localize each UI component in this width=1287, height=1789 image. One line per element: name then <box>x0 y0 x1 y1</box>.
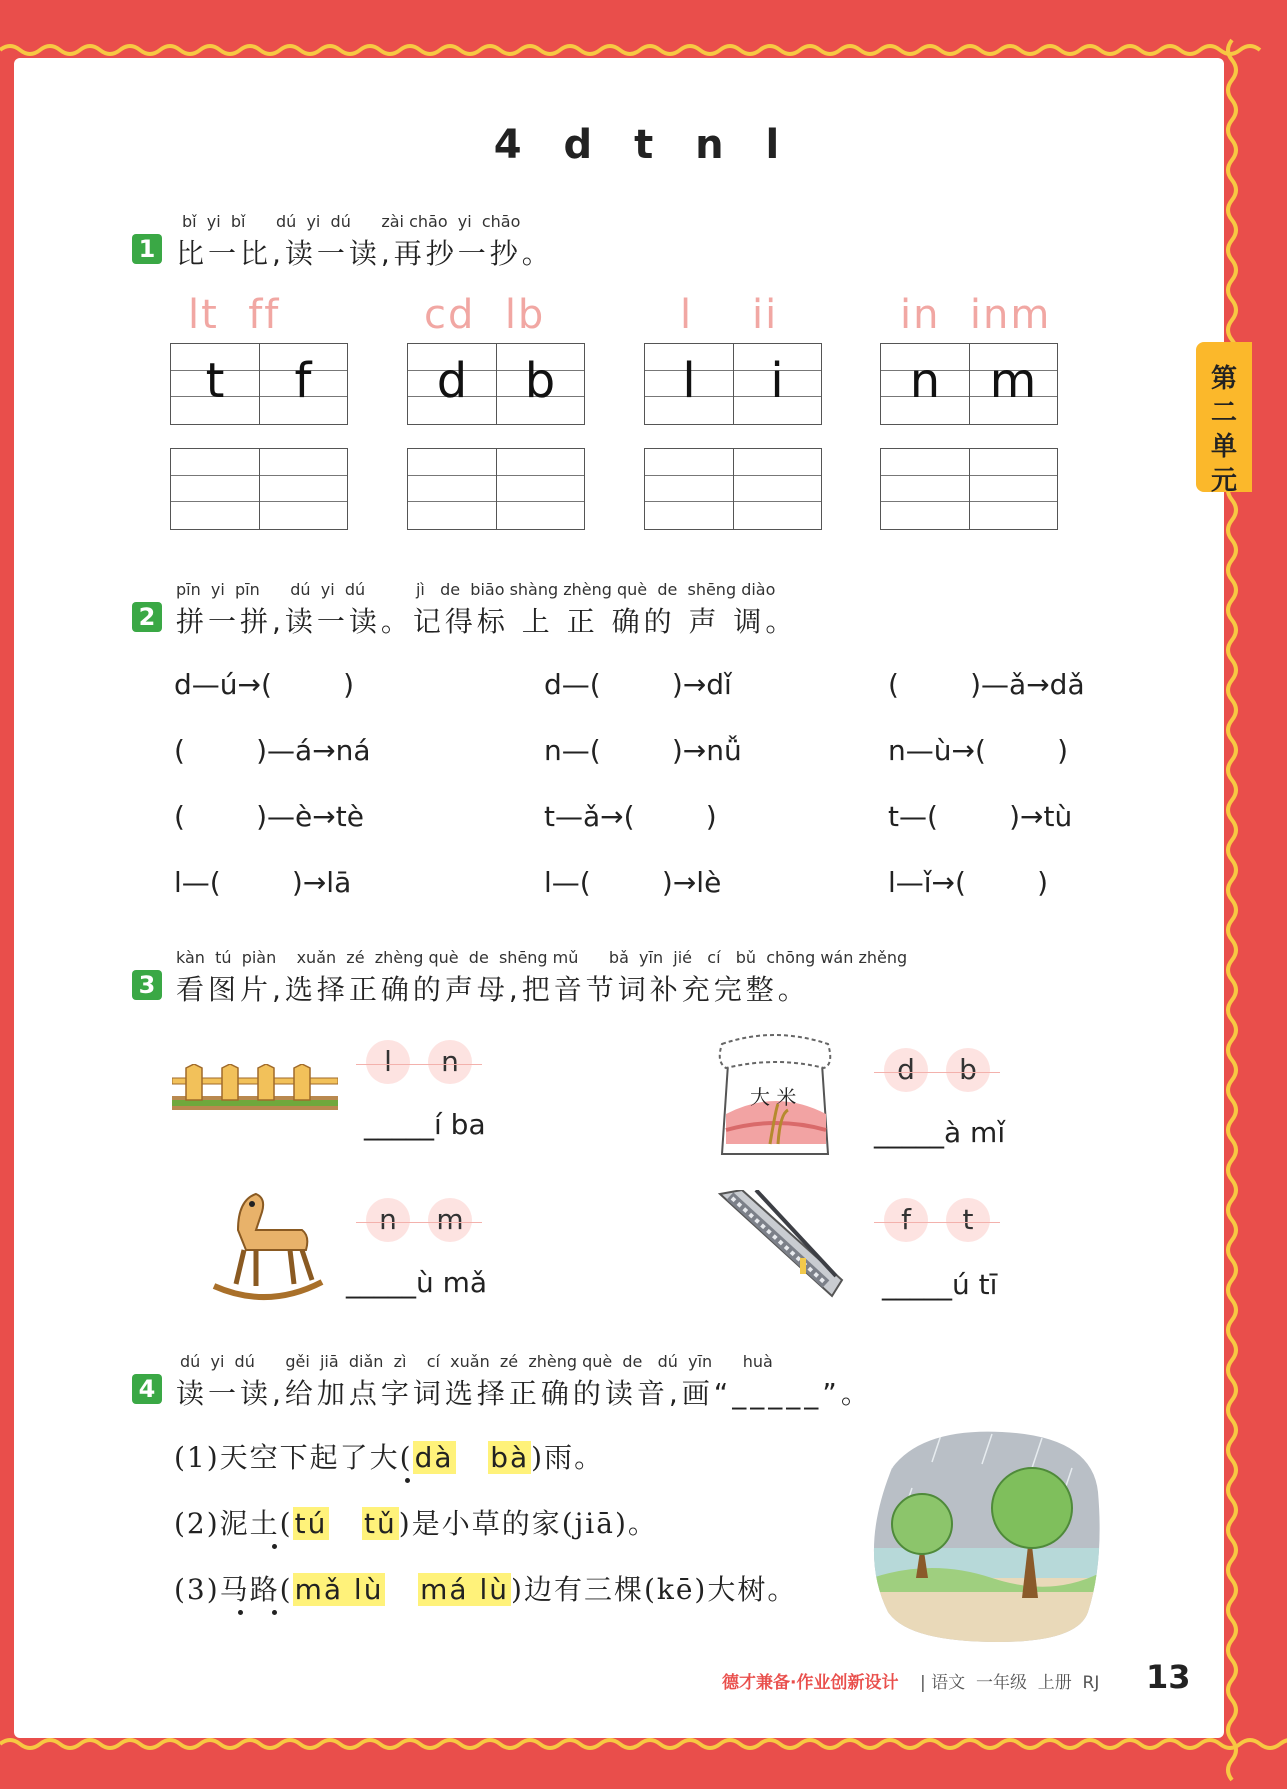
option-l[interactable]: l <box>366 1040 410 1084</box>
sentence-3-end: )边有三棵(kē)大树。 <box>511 1573 798 1606</box>
letter-m: m <box>989 353 1037 409</box>
sentence-3-option-2[interactable]: má lù <box>420 1573 510 1606</box>
copy-grid-2[interactable] <box>407 448 585 530</box>
emphasis-dot <box>238 1610 243 1615</box>
letter-grid-2 <box>407 343 585 425</box>
question-1-pinyin: bǐ yi bǐ dú yi dú zài chāo yi chāo <box>182 212 521 231</box>
trace-pair-2: cd lb <box>424 292 546 338</box>
question-1-number: 1 <box>132 234 162 264</box>
sentence-2-option-1[interactable]: tú <box>294 1507 328 1540</box>
answer-da-mi[interactable]: _____à mǐ <box>874 1116 1006 1149</box>
sentence-1-start: (1)天空下起了大( <box>174 1441 413 1474</box>
rainy-trees-image <box>872 1428 1102 1644</box>
copy-grid-4[interactable] <box>880 448 1058 530</box>
exercise-r1c1[interactable]: d—ú→( ) <box>174 668 355 701</box>
question-2-text: 拼一拼,读一读。记得标 上 正 确的 声 调。 <box>176 605 798 638</box>
answer-li-ba[interactable]: _____í ba <box>364 1108 486 1141</box>
option-m[interactable]: m <box>428 1198 472 1242</box>
trace-pair-4: in inm <box>900 292 1052 338</box>
letter-n: n <box>909 353 941 409</box>
answer-mu-ma[interactable]: _____ù mǎ <box>346 1266 488 1299</box>
emphasis-dot <box>272 1544 277 1549</box>
option-n-2[interactable]: n <box>366 1198 410 1242</box>
sentence-1-end: )雨。 <box>531 1441 605 1474</box>
page-number: 13 <box>1146 1658 1191 1696</box>
letter-grid-4 <box>880 343 1058 425</box>
letter-grid-3 <box>644 343 822 425</box>
rice-label: 大 米 <box>750 1085 797 1109</box>
option-t[interactable]: t <box>946 1198 990 1242</box>
exercise-r3c3[interactable]: t—( )→tù <box>888 800 1073 833</box>
footer-info: | 语文 一年级 上册 RJ <box>920 1673 1100 1693</box>
exercise-r2c3[interactable]: n—ù→( ) <box>888 734 1069 767</box>
option-n[interactable]: n <box>428 1040 472 1084</box>
letter-i: i <box>770 353 784 409</box>
letter-grid-1 <box>170 343 348 425</box>
sentence-2-option-2[interactable]: tǔ <box>364 1507 397 1540</box>
letter-d: d <box>436 353 468 409</box>
exercise-r4c3[interactable]: l—ǐ→( ) <box>888 866 1049 899</box>
fence-image <box>172 1064 338 1112</box>
question-3-text: 看图片,选择正确的声母,把音节词补充完整。 <box>176 973 810 1006</box>
emphasis-dot <box>405 1478 410 1483</box>
exercise-r1c3[interactable]: ( )—ǎ→dǎ <box>888 668 1085 701</box>
page-title: 4 d t n l <box>493 122 794 168</box>
exercise-r3c1[interactable]: ( )—è→tè <box>174 800 364 833</box>
copy-grid-1[interactable] <box>170 448 348 530</box>
question-3-pinyin: kàn tú piàn xuǎn zé zhèng què de shēng mǔ bǎ yīn jié cí bǔ chōng wán zhěng <box>176 948 908 967</box>
question-4-text: 读一读,给加点字词选择正确的读音,画“_____”。 <box>176 1377 873 1410</box>
rocking-horse-image <box>212 1190 324 1302</box>
option-f[interactable]: f <box>884 1198 928 1242</box>
footer-brand: 德才兼备·作业创新设计 <box>722 1673 899 1693</box>
answer-fu-ti[interactable]: _____ú tī <box>882 1268 998 1301</box>
question-2-pinyin: pīn yi pīn dú yi dú jì de biāo shàng zhèng què de shēng diào <box>176 580 776 599</box>
sentence-1-option-1[interactable]: dà <box>414 1441 454 1474</box>
letter-l: l <box>682 353 696 409</box>
copy-grid-3[interactable] <box>644 448 822 530</box>
trace-pair-1: lt ff <box>188 292 281 338</box>
sentence-3-start: (3)马路( <box>174 1573 293 1606</box>
letter-f: f <box>294 353 312 409</box>
unit-tab <box>1196 342 1252 496</box>
exercise-r4c2[interactable]: l—( )→lè <box>544 866 722 899</box>
unit-tab-label: 第 二 单 元 <box>1210 364 1237 496</box>
letter-b: b <box>524 353 556 409</box>
sentence-2-end: )是小草的家(jiā)。 <box>398 1507 658 1540</box>
rice-bag-image <box>712 1034 838 1160</box>
question-4-number: 4 <box>132 1374 162 1404</box>
sentence-3 <box>174 1568 797 1608</box>
sentence-1 <box>174 1436 604 1476</box>
option-d[interactable]: d <box>884 1048 928 1092</box>
exercise-r2c1[interactable]: ( )—á→ná <box>174 734 371 767</box>
sentence-1-option-2[interactable]: bà <box>490 1441 530 1474</box>
letter-t: t <box>205 353 225 409</box>
trace-pair-3: l ii <box>680 292 779 338</box>
exercise-r2c2[interactable]: n—( )→nǚ <box>544 734 742 767</box>
escalator-image <box>716 1190 846 1300</box>
sentence-2-start: (2)泥土( <box>174 1507 293 1540</box>
sentence-2 <box>174 1502 658 1542</box>
question-1-text: 比一比,读一读,再抄一抄。 <box>176 237 554 270</box>
question-2-number: 2 <box>132 602 162 632</box>
question-3-number: 3 <box>132 970 162 1000</box>
exercise-r3c2[interactable]: t—ǎ→( ) <box>544 800 717 833</box>
emphasis-dot <box>272 1610 277 1615</box>
question-4-pinyin: dú yi dú gěi jiā diǎn zì cí xuǎn zé zhèng què de dú yīn huà <box>180 1352 773 1371</box>
exercise-r1c2[interactable]: d—( )→dǐ <box>544 668 732 701</box>
sentence-3-option-1[interactable]: mǎ lù <box>294 1573 384 1606</box>
exercise-r4c1[interactable]: l—( )→lā <box>174 866 352 899</box>
option-b[interactable]: b <box>946 1048 990 1092</box>
